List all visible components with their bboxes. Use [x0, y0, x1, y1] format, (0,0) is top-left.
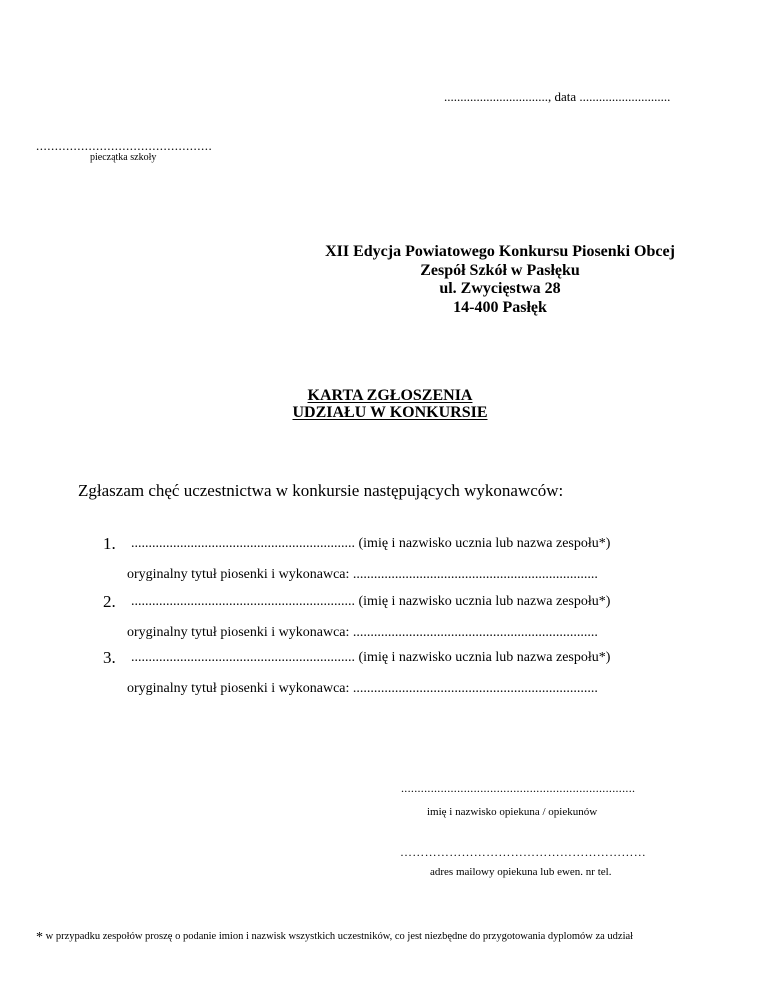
school-stamp-label: pieczątka szkoły [90, 152, 157, 163]
entry-song-line: oryginalny tytuł piosenki i wykonawca: ...................................................................... [127, 681, 598, 696]
intro-text: Zgłaszam chęć uczestnictwa w konkursie następujących wykonawców: [78, 481, 564, 500]
form-title-line1: KARTA ZGŁOSZENIA [307, 387, 473, 404]
entry-number: 1. [103, 534, 116, 553]
guardian-name-label: imię i nazwisko opiekuna / opiekunów [427, 806, 598, 818]
form-title [230, 387, 550, 421]
school-stamp-line: ............................................... [36, 138, 213, 153]
postal-city: 14-400 Pasłęk [453, 298, 547, 316]
entry-number: 2. [103, 592, 116, 611]
footnote-asterisk: * [36, 930, 43, 945]
contest-name: XII Edycja Powiatowego Konkursu Piosenki Obcej [325, 243, 675, 260]
street-address: ul. Zwycięstwa 28 [439, 280, 561, 297]
entry-song-line: oryginalny tytuł piosenki i wykonawca: ...................................................................... [127, 625, 598, 640]
entry-name-line: ................................................................ (imię i nazwisko ucznia lub nazwa zespołu*) [131, 536, 611, 551]
entry-number: 3. [103, 648, 116, 667]
entry-song-line: oryginalny tytuł piosenki i wykonawca: ...................................................................... [127, 567, 598, 582]
school-name: Zespół Szkół w Pasłęku [420, 261, 580, 279]
entry-name-line: ................................................................ (imię i nazwisko ucznia lub nazwa zespołu*) [131, 650, 611, 665]
organizer-address-block [290, 243, 710, 317]
guardian-name-line: ....................................................................... [401, 781, 636, 795]
footnote-text: w przypadku zespołów proszę o podanie imion i nazwisk wszystkich uczestników, co jest niezbędne do przygotowania dyplomów za udział [43, 931, 634, 942]
entry-name-line: ................................................................ (imię i nazwisko ucznia lub nazwa zespołu*) [131, 594, 611, 609]
guardian-contact-label: adres mailowy opiekuna lub ewen. nr tel. [430, 866, 612, 878]
guardian-contact-line: …………………………………………………… [400, 845, 646, 859]
date-field-line: ................................, data ............................ [444, 89, 671, 104]
form-title-line2: UDZIAŁU W KONKURSIE [292, 404, 488, 421]
footnote [36, 930, 633, 946]
